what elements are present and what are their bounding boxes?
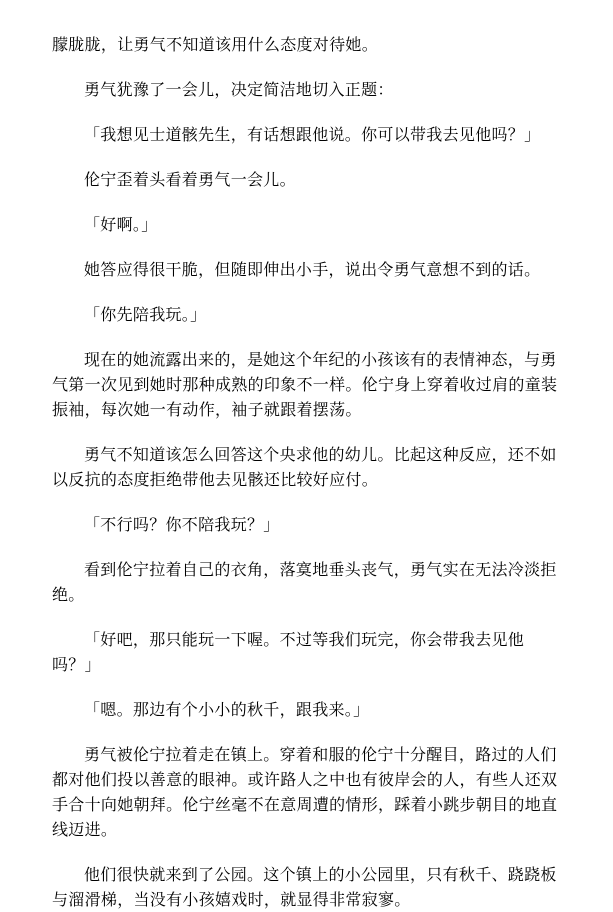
paragraph: 现在的她流露出来的，是她这个年纪的小孩该有的表情神态，与勇气第一次见到她时那种成熟的印象不一样。伦宁身上穿着收过肩的童装振袖，每次她一有动作，袖子就跟着摆荡。 (52, 350, 558, 419)
paragraph: 「好吧，那只能玩一下喔。不过等我们玩完，你会带我去见他吗？」 (52, 630, 525, 674)
paragraph: 伦宁歪着头看着勇气一会儿。 (84, 170, 296, 189)
paragraph: 朦胧胧，让勇气不知道该用什么态度对待她。 (52, 35, 379, 54)
paragraph: 「我想见士道骸先生，有话想跟他说。你可以带我去见他吗？」 (84, 125, 541, 144)
paragraph: 勇气犹豫了一会儿，决定简洁地切入正题： (84, 80, 394, 99)
paragraph: 勇气不知道该怎么回答这个央求他的幼儿。比起这种反应，还不如以反抗的态度拒绝带他去见骸还比较好应付。 (52, 445, 557, 489)
paragraph: 「好啊。」 (84, 215, 158, 234)
paragraph: 看到伦宁拉着自己的衣角，落寞地垂头丧气，勇气实在无法冷淡拒绝。 (52, 560, 557, 604)
paragraph: 勇气被伦宁拉着走在镇上。穿着和服的伦宁十分醒目，路过的人们都对他们投以善意的眼神。或许路人之中也有彼岸会的人，有些人还双手合十向她朝拜。伦宁丝毫不在意周遭的情形，踩着小跳步朝目的地直线迈进。 (52, 745, 558, 839)
paragraph: 她答应得很干脆，但随即伸出小手，说出令勇气意想不到的话。 (84, 260, 541, 279)
paragraph: 他们很快就来到了公园。这个镇上的小公园里，只有秋千、跷跷板与溜滑梯，当没有小孩嬉戏时，就显得非常寂寥。 (52, 865, 557, 909)
paragraph: 「嗯。那边有个小小的秋千，跟我来。」 (84, 700, 370, 719)
paragraph: 「你先陪我玩。」 (84, 305, 207, 324)
paragraph: 「不行吗？你不陪我玩？」 (84, 515, 280, 534)
